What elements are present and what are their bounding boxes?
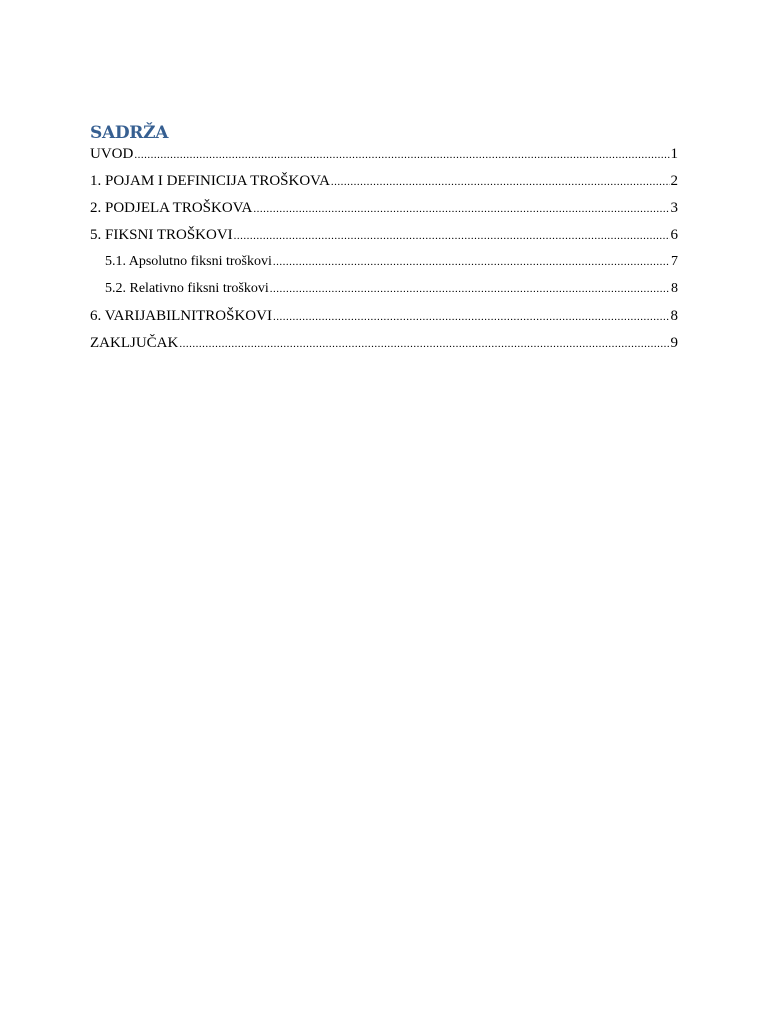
toc-dot-leader: [273, 308, 670, 326]
toc-entry-label: 2. PODJELA TROŠKOVA: [90, 200, 253, 216]
toc-entry-label: 5.2. Relativno fiksni troškovi: [105, 281, 269, 296]
toc-entry-apsolutno[interactable]: [90, 253, 678, 280]
toc-dot-leader: [270, 280, 670, 298]
toc-entry-page: 8: [671, 281, 678, 296]
toc-entry-uvod[interactable]: [90, 145, 678, 172]
toc-title: SADRŽA: [90, 123, 169, 143]
toc-dot-leader: [134, 146, 669, 164]
toc-entry-pojam[interactable]: [90, 172, 678, 199]
toc-entry-zakljucak[interactable]: [90, 334, 678, 361]
toc-entry-relativno[interactable]: [90, 280, 678, 307]
toc-entry-label: ZAKLJUČAK: [90, 335, 179, 351]
toc-entry-page: 8: [670, 308, 678, 324]
toc-entry-varijabilni[interactable]: [90, 307, 678, 334]
toc-dot-leader: [179, 335, 669, 353]
toc-entry-podjela[interactable]: [90, 199, 678, 226]
toc-entry-page: 6: [670, 227, 678, 243]
toc-entry-page: 2: [670, 173, 678, 189]
toc-entry-page: 9: [670, 335, 678, 351]
toc-entry-label: 5. FIKSNI TROŠKOVI: [90, 227, 233, 243]
toc-dot-leader: [273, 253, 670, 271]
toc-entry-page: 3: [670, 200, 678, 216]
toc-entry-fiksni[interactable]: [90, 226, 678, 253]
toc-entry-page: 7: [671, 254, 678, 269]
toc-entry-page: 1: [670, 146, 678, 162]
toc-entry-label: 6. VARIJABILNITROŠKOVI: [90, 308, 272, 324]
toc-dot-leader: [234, 227, 670, 245]
toc-dot-leader: [253, 200, 669, 218]
toc-entry-label: 5.1. Apsolutno fiksni troškovi: [105, 254, 272, 269]
table-of-contents: [90, 145, 678, 361]
toc-dot-leader: [331, 173, 670, 191]
toc-entry-label: UVOD: [90, 146, 134, 162]
document-page: [90, 122, 678, 361]
toc-entry-label: 1. POJAM I DEFINICIJA TROŠKOVA: [90, 173, 330, 189]
